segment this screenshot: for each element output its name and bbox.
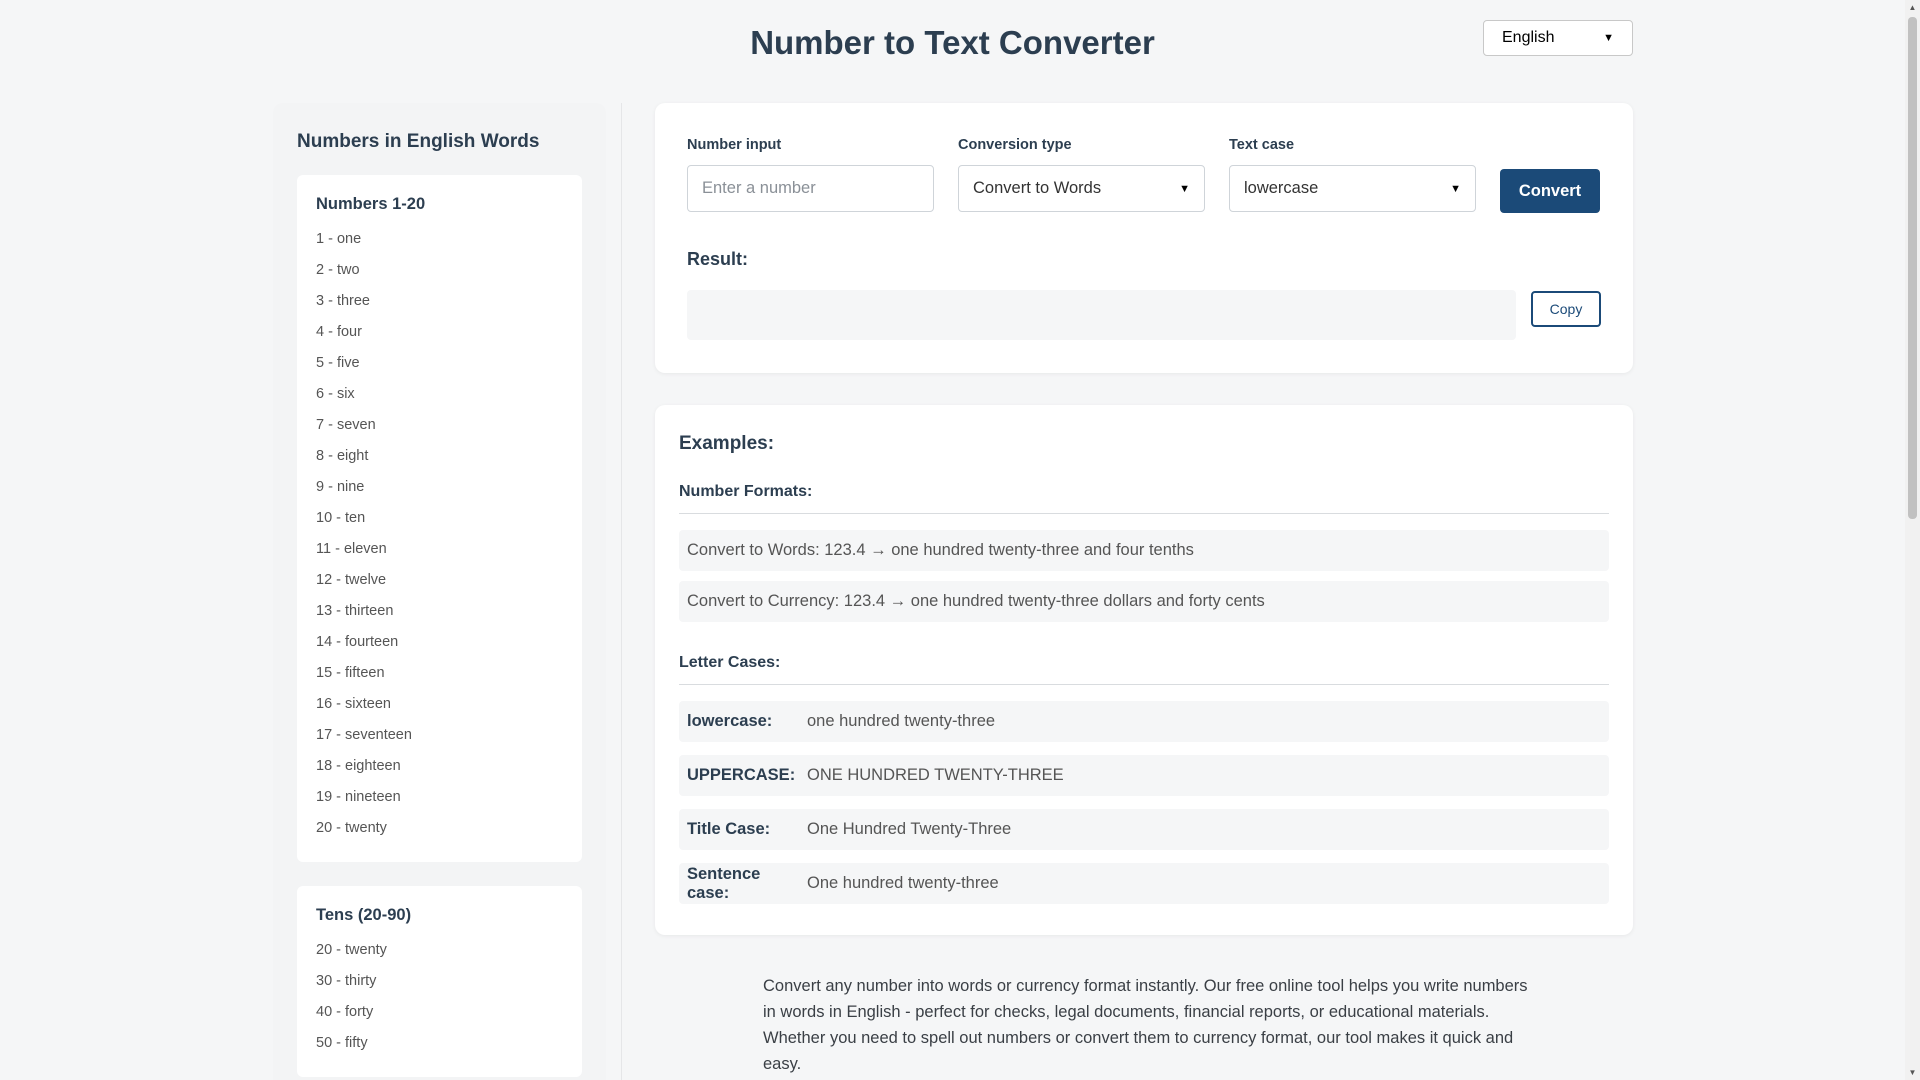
number-word-item: 4 - four	[316, 324, 362, 340]
number-word-item: 16 - sixteen	[316, 696, 391, 712]
sidebar-title: Numbers in English Words	[297, 131, 540, 152]
numbers-list	[316, 224, 563, 844]
case-example-title-case	[679, 809, 1609, 850]
case-key: Title Case:	[687, 820, 771, 838]
number-word-item: 2 - two	[316, 262, 360, 278]
number-word-item: 40 - forty	[316, 1004, 374, 1020]
case-example-uppercase	[679, 755, 1609, 796]
case-value: one hundred twenty-three	[807, 712, 996, 730]
scroll-up-icon[interactable]: ▲	[1908, 3, 1917, 12]
chevron-down-icon: ▼	[1450, 182, 1461, 195]
converter-card	[655, 103, 1633, 373]
number-word-item: 12 - twelve	[316, 572, 387, 588]
case-example-lowercase	[679, 701, 1609, 742]
case-value: One Hundred Twenty-Three	[807, 820, 1012, 838]
format-example-words: Convert to Words: 123.4 → one hundred twenty-three and four tenths	[679, 530, 1609, 571]
case-key: Sentence case:	[687, 864, 761, 902]
numbers-1-20-card	[297, 175, 582, 862]
case-key: lowercase:	[687, 712, 773, 730]
number-formats-title: Number Formats:	[679, 483, 1609, 514]
text-case-select[interactable]	[1229, 165, 1476, 212]
conversion-type-label: Conversion type	[958, 137, 1072, 153]
tool-description: Convert any number into words or currency format instantly. Our free online tool helps you write numbers in words in English - perfect for checks, legal documents, financial reports, or educational materials. Whether you need to spell out numbers or convert them to currency format, our tool makes it quick and easy.	[763, 977, 1528, 1073]
number-word-item: 5 - five	[316, 355, 360, 371]
case-example-sentence-case	[679, 863, 1609, 904]
number-word-item: 10 - ten	[316, 510, 366, 526]
examples-title: Examples:	[679, 433, 775, 454]
number-word-item: 30 - thirty	[316, 973, 377, 989]
number-word-item: 19 - nineteen	[316, 789, 401, 805]
number-word-item: 3 - three	[316, 293, 370, 309]
result-label: Result:	[687, 249, 749, 269]
text-case-label: Text case	[1229, 137, 1295, 153]
copy-button[interactable]: Copy	[1531, 291, 1601, 327]
group-title: Tens (20-90)	[316, 906, 412, 924]
group-title: Numbers 1-20	[316, 195, 426, 213]
sidebar	[273, 103, 606, 1080]
page-title: Number to Text Converter	[750, 24, 1155, 61]
number-word-item: 14 - fourteen	[316, 634, 399, 650]
conversion-type-select[interactable]	[958, 165, 1205, 212]
scrollbar-thumb[interactable]	[1908, 17, 1917, 519]
case-value: One hundred twenty-three	[807, 874, 999, 892]
case-value: ONE HUNDRED TWENTY-THREE	[807, 766, 1064, 784]
letter-cases-title: Letter Cases:	[679, 654, 1609, 685]
language-select-value: English	[1502, 29, 1555, 46]
format-example-currency: Convert to Currency: 123.4 → one hundred twenty-three dollars and forty cents	[679, 581, 1609, 622]
number-word-item: 6 - six	[316, 386, 355, 402]
number-word-item: 8 - eight	[316, 448, 369, 464]
tens-card	[297, 886, 582, 1077]
number-input[interactable]	[687, 165, 934, 212]
number-input-placeholder: Enter a number	[702, 179, 816, 197]
number-word-item: 11 - eleven	[316, 541, 387, 557]
page-scrollbar[interactable]	[1905, 0, 1920, 1080]
number-word-item: 17 - seventeen	[316, 727, 412, 743]
number-word-item: 50 - fifty	[316, 1035, 368, 1051]
chevron-down-icon: ▼	[1179, 182, 1190, 195]
number-word-item: 20 - twenty	[316, 942, 387, 958]
examples-card	[655, 405, 1633, 935]
case-key: UPPERCASE:	[687, 766, 796, 784]
conversion-type-value: Convert to Words	[973, 179, 1102, 197]
number-word-item: 18 - eighteen	[316, 758, 401, 774]
convert-button[interactable]: Convert	[1500, 169, 1600, 213]
result-output	[687, 290, 1516, 340]
text-case-value: lowercase	[1244, 179, 1319, 197]
numbers-list	[316, 935, 563, 1059]
number-input-label: Number input	[687, 137, 782, 153]
sidebar-divider	[621, 103, 622, 1080]
number-word-item: 7 - seven	[316, 417, 376, 433]
language-select[interactable]	[1483, 20, 1633, 56]
number-word-item: 20 - twenty	[316, 820, 387, 836]
number-word-item: 1 - one	[316, 231, 362, 247]
chevron-down-icon: ▼	[1603, 32, 1614, 44]
number-word-item: 15 - fifteen	[316, 665, 385, 681]
number-word-item: 9 - nine	[316, 479, 365, 495]
scroll-down-icon[interactable]: ▼	[1908, 1068, 1917, 1077]
number-word-item: 13 - thirteen	[316, 603, 394, 619]
